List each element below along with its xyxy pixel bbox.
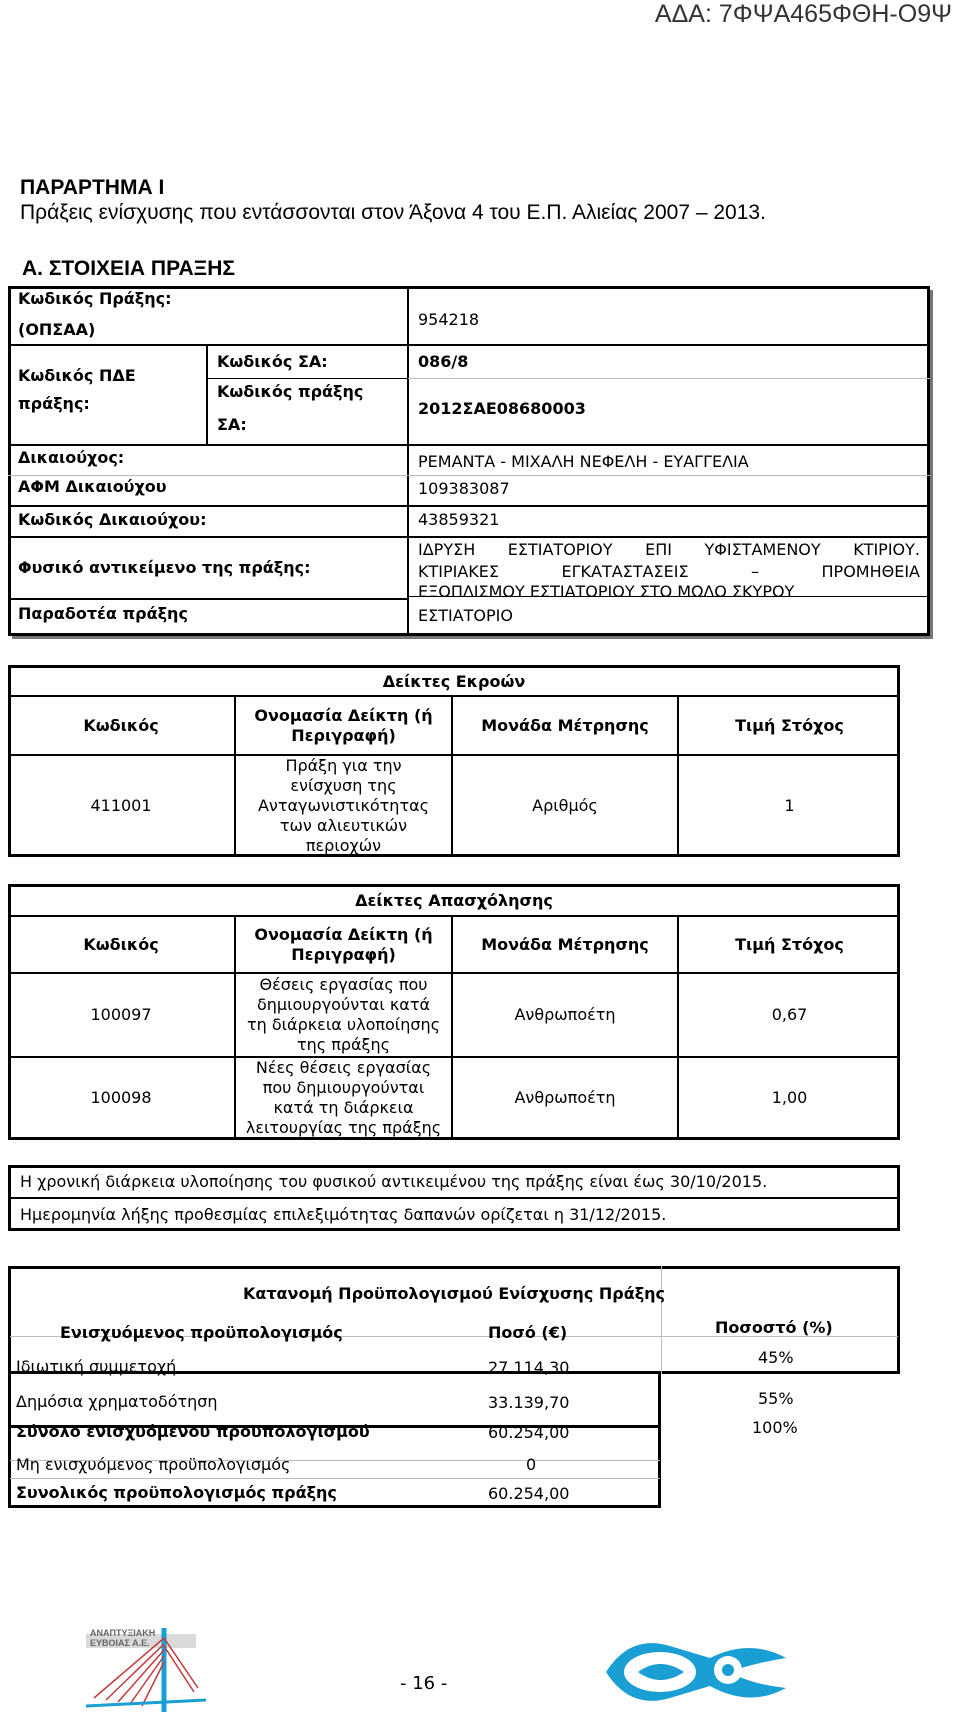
object-line-1: ΙΔΡΥΣΗ ΕΣΤΙΑΤΟΡΙΟΥ ΕΠΙ ΥΦΙΣΤΑΜΕΝΟΥ ΚΤΙΡΙΟΥ.	[418, 540, 920, 559]
employment-row-2-unit: Ανθρωποέτη	[514, 1088, 616, 1107]
budget-header-item: Ενισχυόμενος προϋπολογισμός	[60, 1323, 343, 1342]
code-value: 954218	[418, 310, 480, 329]
budget-row-1-amount: 27.114,30	[488, 1358, 570, 1377]
table-row: Μη ενισχυόμενος προϋπολογισμός	[16, 1455, 291, 1474]
employment-row-1-name: Θέσεις εργασίας που δημιουργούνται κατά τη διάρκεια υλοποίησης της πράξης	[246, 975, 441, 1054]
anaptyxiaki-logo	[86, 1628, 206, 1712]
deliverable-label: Παραδοτέα πράξης	[18, 604, 188, 623]
budget-header-amount: Ποσό (€)	[488, 1323, 568, 1342]
beneficiary-code-value: 43859321	[418, 510, 500, 529]
budget-row-3-amount: 60.254,00	[488, 1423, 570, 1442]
pde-label: Κωδικός ΠΔΕ	[18, 366, 136, 385]
fisheries-logo	[600, 1628, 800, 1714]
employment-header-code: Κωδικός	[83, 934, 159, 954]
annex-title: ΠΑΡΑΡΤΗΜΑ Ι	[20, 176, 165, 199]
budget-row-1-percent: 45%	[758, 1348, 794, 1367]
employment-row-2-target: 1,00	[771, 1088, 808, 1107]
code-label-opsaa: (ΟΠΣΑΑ)	[18, 320, 96, 339]
table-row: 100098	[90, 1088, 152, 1107]
budget-row-2-amount: 33.139,70	[488, 1393, 570, 1412]
sa-action-label-2: ΣΑ:	[217, 415, 247, 434]
object-line-2: ΚΤΙΡΙΑΚΕΣ ΕΓΚΑΤΑΣΤΑΣΕΙΣ – ΠΡΟΜΗΘΕΙΑ	[418, 562, 920, 581]
budget-row-4-amount: 0	[526, 1455, 537, 1474]
beneficiary-code-label: Κωδικός Δικαιούχου:	[18, 510, 207, 529]
ada-code: ΑΔΑ: 7ΦΨΑ465ΦΘΗ-Ο9Ψ	[654, 0, 952, 28]
sa-action-value: 2012ΣΑΕ08680003	[418, 399, 586, 418]
budget-row-5-amount: 60.254,00	[488, 1484, 570, 1503]
employment-row-1-unit: Ανθρωποέτη	[514, 1005, 616, 1024]
table-row: Συνολικός προϋπολογισμός πράξης	[16, 1483, 337, 1502]
output-header-code: Κωδικός	[83, 715, 159, 735]
employment-header-unit: Μονάδα Μέτρησης	[481, 934, 649, 954]
output-header-name: Ονομασία Δείκτη (ή Περιγραφή)	[254, 705, 433, 745]
fish-logo-icon	[600, 1628, 800, 1714]
code-label: Κωδικός Πράξης:	[18, 289, 172, 308]
budget-row-2-percent: 55%	[758, 1389, 794, 1408]
budget-row-3-percent: 100%	[752, 1418, 798, 1437]
annex-subtitle: Πράξεις ενίσχυσης που εντάσσονται στον Άξονα 4 του Ε.Π. Αλιείας 2007 – 2013.	[20, 201, 766, 224]
budget-title: Κατανομή Προϋπολογισμού Ενίσχυσης Πράξης	[242, 1284, 666, 1303]
table-row: Ιδιωτική συμμετοχή	[16, 1357, 177, 1376]
sa-code-label: Κωδικός ΣΑ:	[217, 352, 328, 371]
deadline-note: Ημερομηνία λήξης προθεσμίας επιλεξιμότητας δαπανών ορίζεται η 31/12/2015.	[20, 1205, 667, 1224]
output-indicators-title: Δείκτες Εκροών	[382, 672, 526, 691]
budget-header-percent: Ποσοστό (%)	[715, 1318, 833, 1337]
employment-row-1-target: 0,67	[771, 1005, 808, 1024]
table-row: Σύνολο ενισχυόμενου προϋπολογισμού	[16, 1422, 370, 1441]
object-label: Φυσικό αντικείμενο της πράξης:	[18, 558, 311, 577]
output-row-target: 1	[784, 796, 795, 815]
pde-label-2: πράξης:	[18, 394, 90, 413]
page-number: - 16 -	[400, 1673, 448, 1694]
duration-note: Η χρονική διάρκεια υλοποίησης του φυσικού αντικειμένου της πράξης είναι έως 30/10/2015.	[20, 1172, 768, 1191]
employment-row-2-name: Νέες θέσεις εργασίας που δημιουργούνται κατά τη διάρκεια λειτουργίας της πράξης	[245, 1058, 442, 1137]
table-row: Δημόσια χρηματοδότηση	[16, 1392, 218, 1411]
afm-label: ΑΦΜ Δικαιούχου	[18, 477, 167, 496]
output-row-name: Πράξη για την ενίσχυση της Ανταγωνιστικότητας των αλιευτικών περιοχών	[257, 756, 430, 855]
section-a-heading: Α. ΣΤΟΙΧΕΙΑ ΠΡΑΞΗΣ	[22, 257, 235, 280]
sa-action-label: Κωδικός πράξης	[217, 382, 364, 401]
output-header-unit: Μονάδα Μέτρησης	[481, 715, 649, 735]
output-row-unit: Αριθμός	[532, 796, 598, 815]
afm-value: 109383087	[418, 479, 510, 498]
employment-header-target: Τιμή Στόχος	[735, 934, 844, 954]
beneficiary-value: ΡΕΜΑΝΤΑ - ΜΙΧΑΛΗ ΝΕΦΕΛΗ - ΕΥΑΓΓΕΛΙΑ	[418, 452, 749, 471]
beneficiary-label: Δικαιούχος:	[18, 448, 125, 467]
logo-text-2: ΕΥΒΟΙΑΣ Α.Ε.	[90, 1638, 150, 1648]
deliverable-value: ΕΣΤΙΑΤΟΡΙΟ	[418, 606, 513, 625]
object-line-3: ΕΞΟΠΛΙΣΜΟΥ ΕΣΤΙΑΤΟΡΙΟΥ ΣΤΟ ΜΩΛΟ ΣΚΥΡΟΥ	[418, 582, 795, 601]
table-row: 411001	[90, 796, 152, 815]
output-header-target: Τιμή Στόχος	[735, 715, 844, 735]
sa-code-value: 086/8	[418, 352, 469, 371]
table-row: 100097	[90, 1005, 152, 1024]
logo-text-1: ΑΝΑΠΤΥΞΙΑΚΗ	[90, 1628, 156, 1638]
employment-indicators-title: Δείκτες Απασχόλησης	[355, 891, 553, 910]
employment-header-name: Ονομασία Δείκτη (ή Περιγραφή)	[254, 924, 433, 964]
